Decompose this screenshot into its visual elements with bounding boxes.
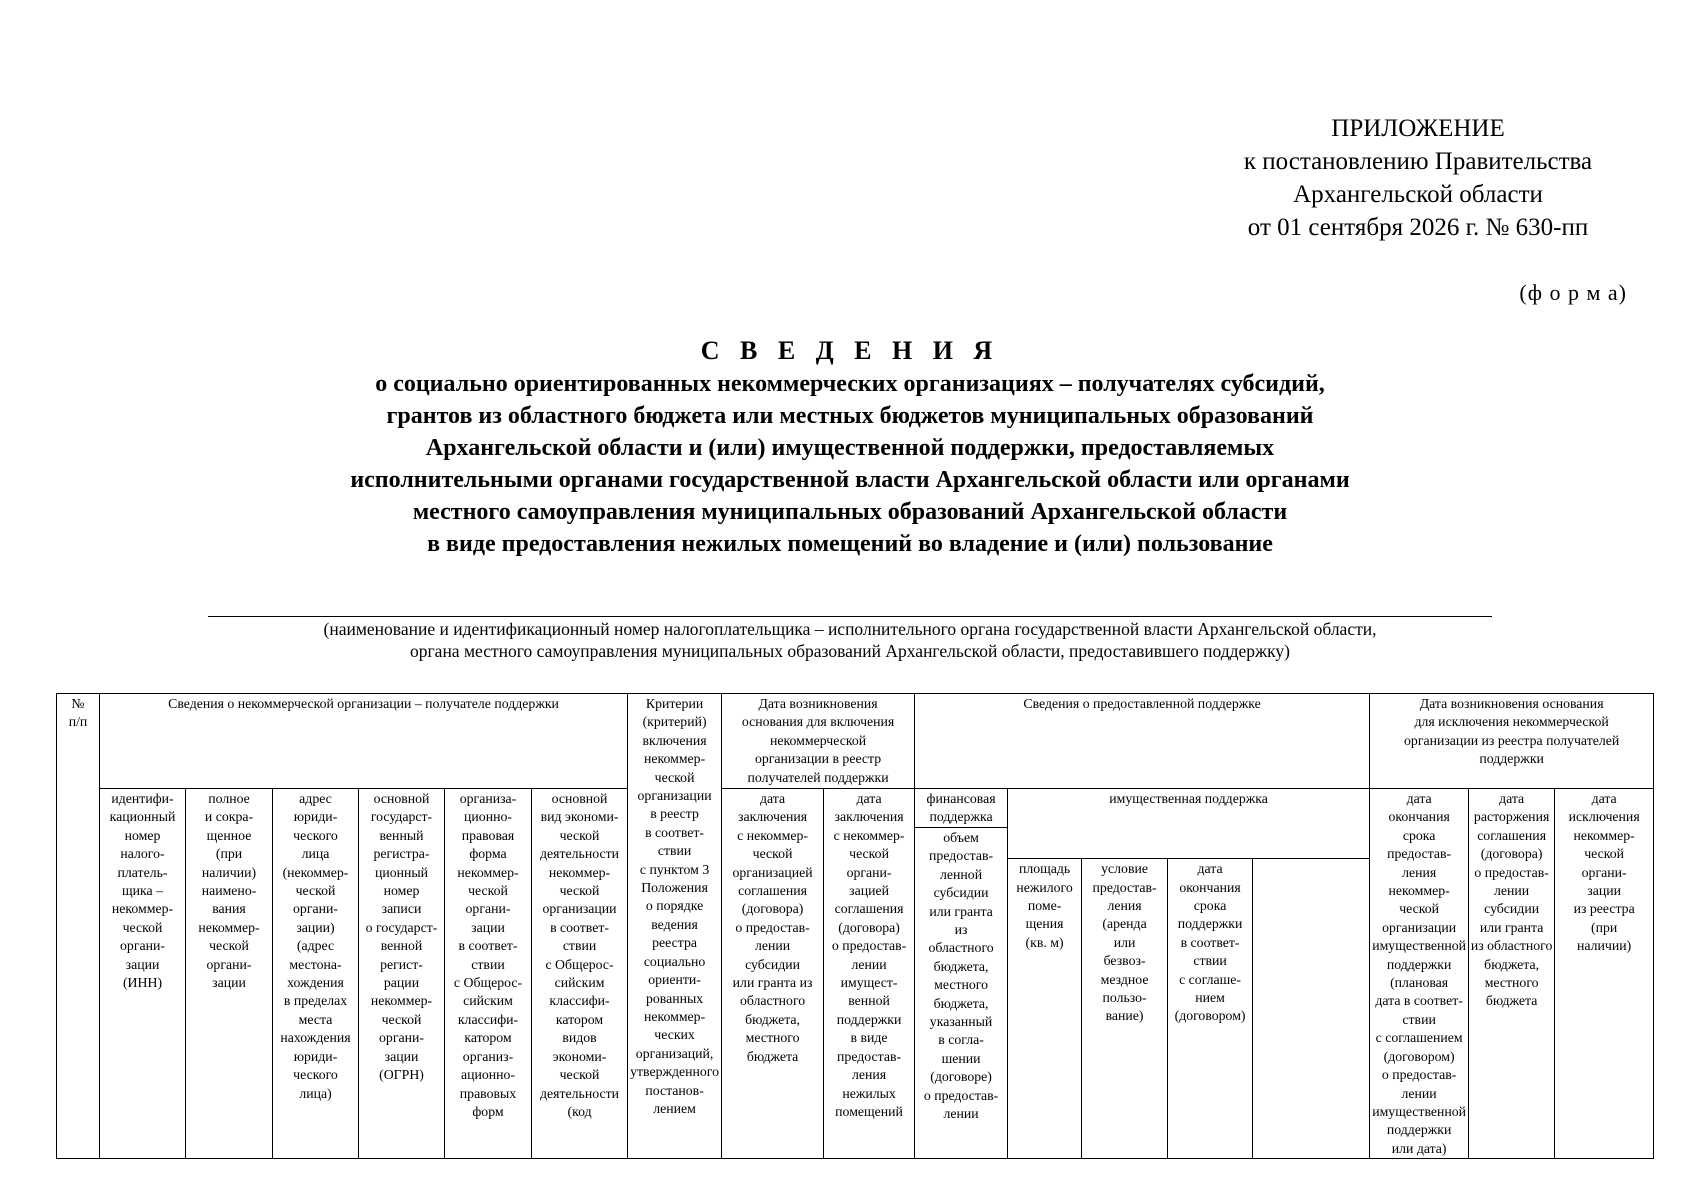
appendix-date-number: от 01 сентября 2026 г. № 630-пп	[1247, 214, 1589, 241]
header-premises-area: площадь нежилого поме- щения (кв. м)	[1008, 859, 1082, 1159]
header-property-agreement-date: дата заключения с некоммер- ческой органи- зацией соглашения (договора) о предостав- лении имущест- венной поддержки в виде предостав- ления нежилых помещений	[824, 789, 915, 1159]
title-line: Архангельской области и (или) имущественной поддержки, предоставляемых	[425, 435, 1275, 461]
appendix-header	[1208, 112, 1628, 244]
header-empty-cell	[1253, 859, 1370, 1159]
header-legal-form: организа- ционно- правовая форма некоммер- ческой органи- зации в соответ- ствии с Общерос- сийским классифи- катором организ- ационно- правовых форм	[445, 789, 532, 1159]
header-address: адрес юриди- ческого лица (некоммер- ческой органи- зации) (адрес местона- хождения в пределах места нахождения юриди- ческого лица)	[273, 789, 359, 1159]
caption-line: (наименование и идентификационный номер налогоплательщика – исполнительного органа государственной власти Архангельской области,	[323, 619, 1377, 639]
title-line: исполнительными органами государственной власти Архангельской области или органами	[350, 467, 1350, 493]
header-provision-condition: условие предостав- ления (аренда или безвоз- мездное пользо- вание)	[1082, 859, 1168, 1159]
fill-in-caption	[160, 618, 1540, 662]
header-support-group: Сведения о предоставленной поддержке	[915, 694, 1370, 789]
title-line: местного самоуправления муниципальных образований Архангельской области	[412, 499, 1288, 525]
header-property-support: имущественная поддержка	[1008, 789, 1370, 859]
appendix-title: ПРИЛОЖЕНИЕ	[1331, 115, 1505, 142]
fill-in-line	[208, 616, 1492, 617]
header-inn: идентифи- кационный номер налого- платель- щика – некоммер- ческой органи- зации (ИНН)	[100, 789, 186, 1159]
header-org-group: Сведения о некоммерческой организации – получателе поддержки	[100, 694, 628, 789]
header-exclusion-date: дата исключения некоммер- ческой органи- зации из реестра (при наличии)	[1555, 789, 1654, 1159]
header-support-end-date: дата окончания срока поддержки в соответ- ствии с соглаше- нием (договором)	[1168, 859, 1253, 1159]
header-ogrn: основной государст- венный регистра- ционный номер записи о государст- венной регист- рации некоммер- ческой органи- зации (ОГРН)	[359, 789, 445, 1159]
header-subsidy-volume: объем предостав- ленной субсидии или гранта из областного бюджета, местного бюджета, указанный в согла- шении (договоре) о предостав- лении	[915, 828, 1008, 1159]
appendix-line-2: к постановлению Правительства	[1243, 148, 1593, 175]
title-line: грантов из областного бюджета или местных бюджетов муниципальных образований	[386, 403, 1314, 429]
header-agreement-date: дата заключения с некоммер- ческой организацией соглашения (договора) о предостав- лении субсидии или гранта из областного бюджета, местного бюджета	[722, 789, 824, 1159]
header-criteria: Критерии (критерий) включения некоммер- ческой организации в реестр в соответ- ствии с пунктом 3 Положения о порядке ведения реестра социально ориенти- рованных некоммер- ческих организаций, утвержденного постанов- лением	[628, 694, 722, 1159]
document-title	[160, 334, 1540, 560]
caption-line: органа местного самоуправления муниципальных образований Архангельской области, предоставившего поддержку)	[410, 641, 1290, 661]
header-financial-support: финансовая поддержка	[915, 789, 1008, 828]
title-heading: С В Е Д Е Н И Я	[700, 336, 1000, 365]
title-line: в виде предоставления нежилых помещений во владение и (или) пользование	[427, 531, 1273, 557]
header-activity-code: основной вид экономи- ческой деятельности некоммер- ческой организации в соответ- ствии с Общерос- сийским классифи- катором видов экономи- ческой деятельности (код	[532, 789, 628, 1159]
title-line: о социально ориентированных некоммерческих организациях – получателях субсидий,	[375, 371, 1325, 397]
registry-table	[56, 693, 1654, 1159]
header-property-end-date: дата окончания срока предостав- ления некоммер- ческой организации имущественной поддержки (плановая дата в соответ- ствии с соглашением (договором) о предостав- лении имущественной поддержки или дата)	[1370, 789, 1469, 1159]
header-termination-date: дата расторжения соглашения (договора) о предостав- лении субсидии или гранта из областного бюджета, местного бюджета	[1469, 789, 1555, 1159]
header-exclusion-date-group: Дата возникновения основания для исключения некоммерческой организации из реестра получателей поддержки	[1370, 694, 1654, 789]
header-inclusion-date-group: Дата возникновения основания для включения некоммерческой организации в реестр получателей поддержки	[722, 694, 915, 789]
form-label: (ф о р м а)	[1519, 280, 1627, 305]
appendix-line-3: Архангельской области	[1293, 181, 1543, 208]
header-org-name: полное и сокра- щенное (при наличии) наимено- вания некоммер- ческой органи- зации	[186, 789, 273, 1159]
header-number: № п/п	[57, 694, 100, 1159]
